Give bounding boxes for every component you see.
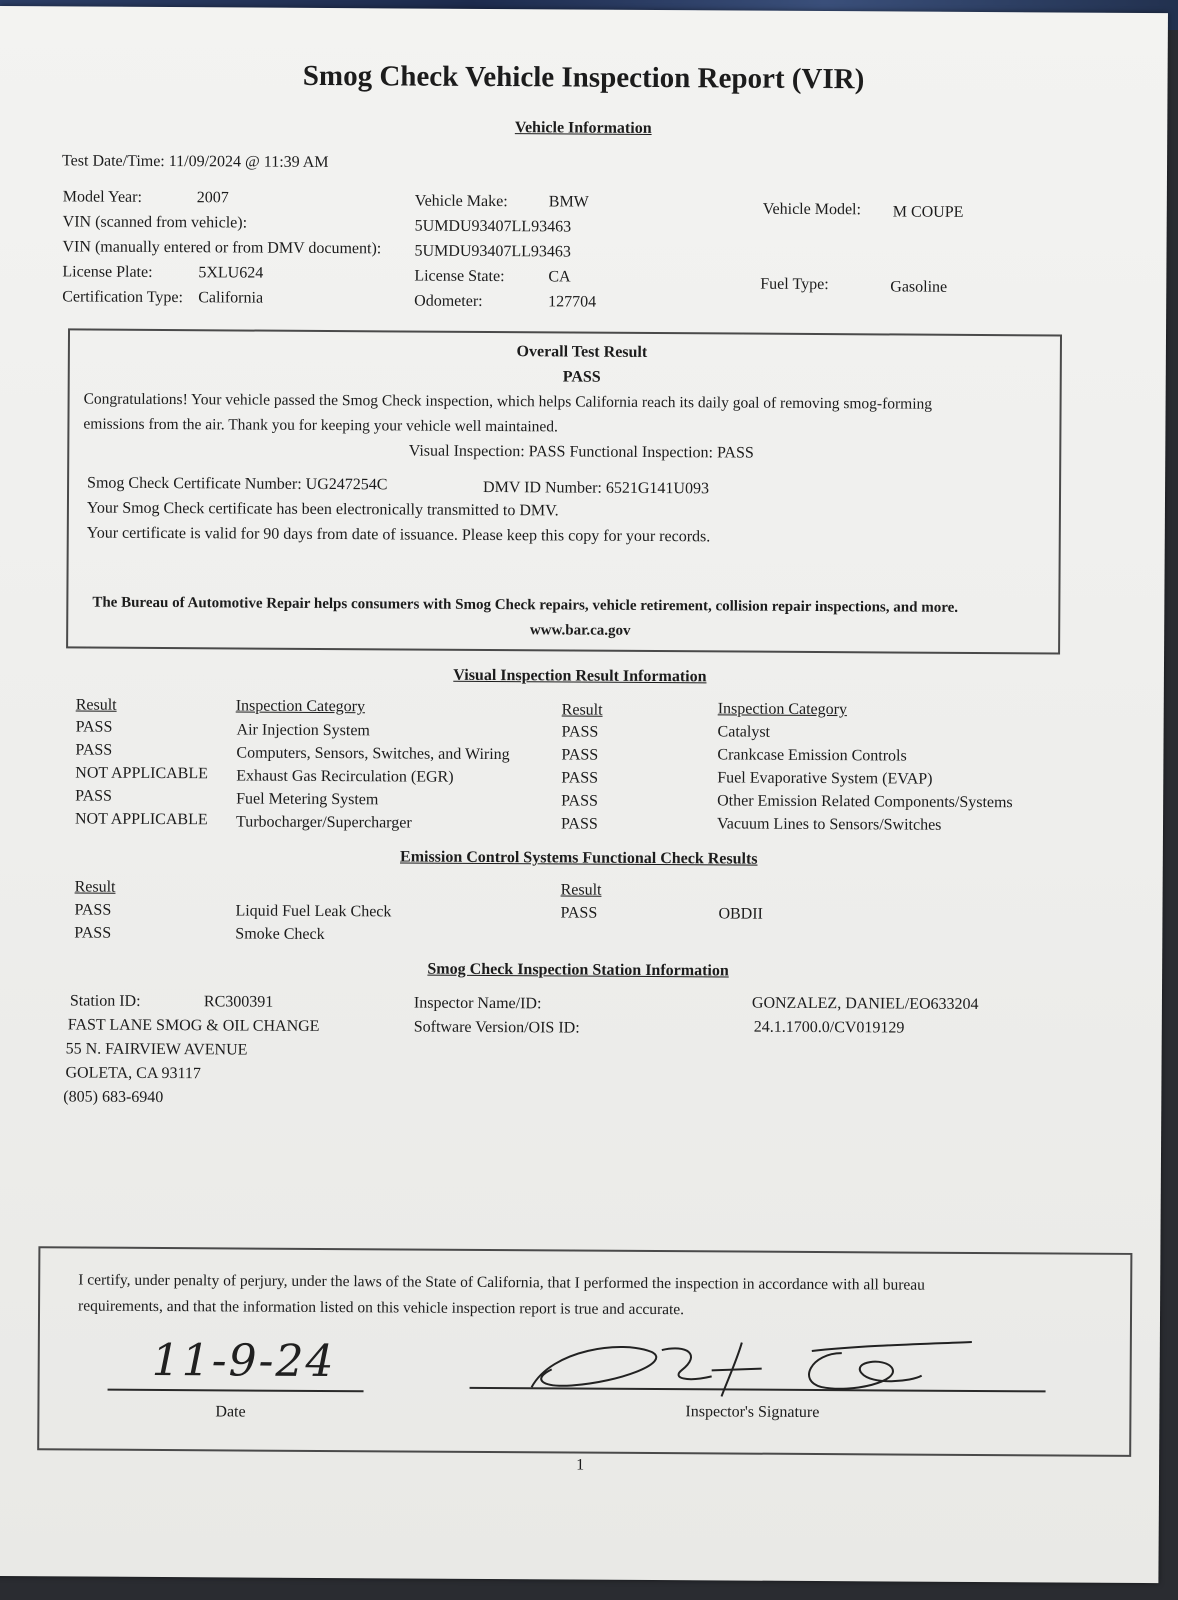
visual-result-left: PASS	[75, 787, 113, 805]
visual-category-left: Air Injection System	[236, 721, 370, 740]
vin-manual-label: VIN (manually entered or from DMV document):	[62, 238, 382, 258]
odometer-label: Odometer:	[414, 292, 483, 310]
visual-category-left: Exhaust Gas Recirculation (EGR)	[236, 767, 454, 786]
inspector-value: GONZALEZ, DANIEL/EO633204	[751, 994, 979, 1013]
visual-category-right: Vacuum Lines to Sensors/Switches	[716, 815, 942, 834]
visual-result-right: PASS	[561, 769, 599, 787]
odometer-value: 127704	[548, 293, 597, 311]
visual-inspection-heading: Visual Inspection Result Information	[453, 666, 707, 686]
station-info-heading: Smog Check Inspection Station Information	[427, 960, 729, 980]
fuel-value: Gasoline	[890, 278, 948, 296]
software-value: 24.1.1700.0/CV019129	[753, 1018, 905, 1037]
visual-category-left: Fuel Metering System	[236, 790, 379, 809]
visual-result-left: NOT APPLICABLE	[75, 764, 208, 783]
model-value: M COUPE	[892, 203, 964, 221]
cert-type-label: Certification Type:	[62, 288, 184, 307]
visual-result-right: PASS	[561, 723, 599, 741]
transmitted-note: Your Smog Check certificate has been electronically transmitted to DMV.	[86, 499, 559, 520]
visual-col-result-left: Result	[75, 696, 117, 714]
inspector-label: Inspector Name/ID:	[413, 994, 542, 1013]
software-label: Software Version/OIS ID:	[413, 1018, 580, 1037]
dmv-id-number: DMV ID Number: 6521G141U093	[483, 478, 710, 498]
certification-text-1: I certify, under penalty of perjury, under the laws of the State of California, that I performed the inspection in accordance with all bureau	[78, 1271, 925, 1294]
cert-type-value: California	[198, 289, 264, 307]
vin-scanned-value: 5UMDU93407LL93463	[414, 217, 572, 236]
license-plate-value: 5XLU624	[198, 264, 264, 282]
page-title: Smog Check Vehicle Inspection Report (VIR)	[302, 59, 865, 96]
visual-category-left: Computers, Sensors, Switches, and Wiring	[236, 744, 510, 764]
visual-col-category-left: Inspection Category	[235, 697, 366, 716]
functional-result-right: PASS	[560, 904, 598, 922]
make-value: BMW	[548, 193, 589, 211]
station-phone: (805) 683-6940	[63, 1088, 164, 1107]
station-id-label: Station ID:	[69, 992, 141, 1010]
visual-col-category-right: Inspection Category	[717, 700, 848, 719]
visual-category-right: Catalyst	[717, 723, 771, 741]
overall-result-heading: Overall Test Result	[516, 343, 648, 361]
functional-category-left: Smoke Check	[235, 925, 325, 944]
functional-category-left: Liquid Fuel Leak Check	[235, 902, 392, 921]
license-state-value: CA	[548, 268, 571, 286]
visual-col-result-right: Result	[561, 701, 603, 719]
visual-category-right: Fuel Evaporative System (EVAP)	[717, 769, 933, 788]
visual-result-left: PASS	[75, 741, 113, 759]
certificate-number: Smog Check Certificate Number: UG247254C	[87, 474, 388, 494]
visual-result-right: PASS	[561, 792, 598, 810]
visual-category-right: Other Emission Related Components/Systems	[717, 792, 1013, 812]
handwritten-date: 11-9-24	[151, 1334, 336, 1388]
test-datetime: Test Date/Time: 11/09/2024 @ 11:39 AM	[62, 152, 329, 172]
station-name: FAST LANE SMOG & OIL CHANGE	[67, 1016, 320, 1035]
visual-functional-summary: Visual Inspection: PASS Functional Inspection: PASS	[408, 442, 754, 462]
date-label: Date	[215, 1403, 246, 1421]
page-number: 1	[576, 1456, 585, 1474]
vin-scanned-label: VIN (scanned from vehicle):	[62, 213, 248, 232]
visual-category-left: Turbocharger/Supercharger	[235, 813, 412, 832]
model-year-label: Model Year:	[62, 188, 142, 206]
visual-result-left: PASS	[75, 718, 113, 736]
functional-check-heading: Emission Control Systems Functional Check Results	[399, 848, 758, 868]
station-id-value: RC300391	[203, 993, 274, 1011]
visual-result-left: NOT APPLICABLE	[74, 810, 208, 829]
certification-text-2: requirements, and that the information listed on this vehicle inspection report is true and accurate.	[78, 1297, 685, 1319]
model-year-value: 2007	[196, 189, 229, 207]
functional-category-right: OBDII	[718, 905, 763, 923]
functional-result-left: PASS	[74, 924, 112, 942]
functional-col-result-left: Result	[74, 878, 116, 896]
model-label: Vehicle Model:	[762, 200, 862, 219]
visual-category-right: Crankcase Emission Controls	[717, 746, 907, 765]
validity-note: Your certificate is valid for 90 days from date of issuance. Please keep this copy for your records.	[86, 524, 711, 546]
fuel-label: Fuel Type:	[760, 275, 829, 294]
visual-result-right: PASS	[561, 746, 599, 764]
inspector-signature	[511, 1329, 991, 1402]
functional-col-result-right: Result	[560, 881, 602, 899]
signature-label: Inspector's Signature	[685, 1403, 820, 1422]
vir-document	[0, 6, 1168, 1583]
functional-result-left: PASS	[74, 901, 112, 919]
vin-manual-value: 5UMDU93407LL93463	[414, 242, 571, 261]
bar-note: The Bureau of Automotive Repair helps consumers with Smog Check repairs, vehicle retirement, collision repair inspections, and more.	[92, 594, 959, 616]
vehicle-info-heading: Vehicle Information	[514, 119, 652, 137]
license-state-label: License State:	[414, 267, 505, 286]
overall-result-value: PASS	[562, 368, 601, 386]
station-address-2: GOLETA, CA 93117	[65, 1064, 201, 1083]
bar-url[interactable]: www.bar.ca.gov	[529, 622, 631, 639]
license-plate-label: License Plate:	[62, 263, 153, 281]
visual-result-right: PASS	[560, 815, 598, 833]
congrats-line-1: Congratulations! Your vehicle passed the Smog Check inspection, which helps California reach its daily goal of removing smog-forming	[83, 390, 933, 413]
make-label: Vehicle Make:	[414, 192, 508, 211]
congrats-line-2: emissions from the air. Thank you for keeping your vehicle well maintained.	[83, 415, 558, 436]
station-address-1: 55 N. FAIRVIEW AVENUE	[65, 1040, 248, 1059]
